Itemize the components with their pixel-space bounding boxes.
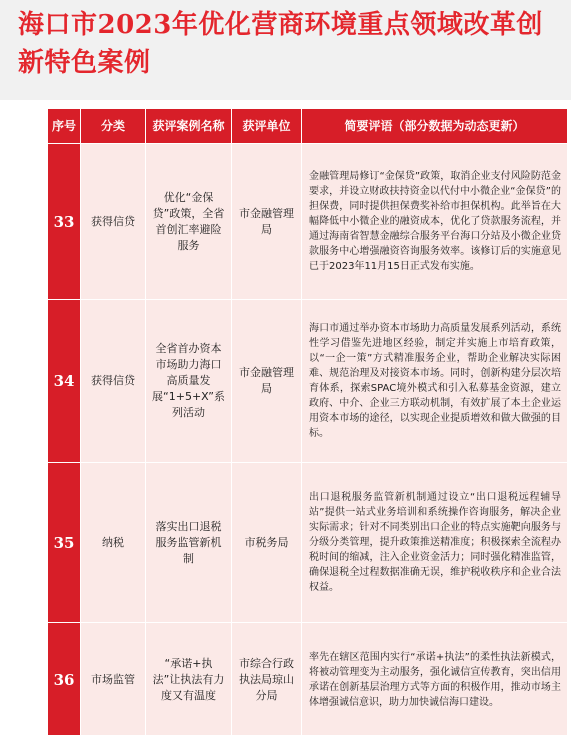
row-number: 35 — [48, 463, 81, 623]
row-number: 36 — [48, 623, 81, 735]
header-number: 序号 — [48, 109, 81, 144]
table-header-row — [48, 109, 568, 144]
row-case-name: “承诺+执法”让执法有力度又有温度 — [146, 623, 232, 735]
header-category: 分类 — [81, 109, 146, 144]
case-table-container — [47, 108, 567, 735]
row-category: 纳税 — [81, 463, 146, 623]
row-number: 33 — [48, 144, 81, 300]
table-row — [48, 623, 568, 735]
table-row — [48, 463, 568, 623]
row-number: 34 — [48, 300, 81, 463]
row-unit: 市金融管理局 — [232, 144, 302, 300]
row-case-name: 全省首办资本市场助力海口高质量发展“1+5+X”系列活动 — [146, 300, 232, 463]
page-title: 海口市2023年优化营商环境重点领域改革创新特色案例 — [18, 10, 543, 78]
row-unit: 市金融管理局 — [232, 300, 302, 463]
row-comment: 金融管理局修订“金保贷”政策，取消企业支付风险防范金要求，并设立财政扶持资金以代付中小微企业“金保贷”的担保费，同时提供担保费奖补给市担保机构。此举旨在大幅降低中小微企业的融资成本，优化了贷款服务流程，并通过海南省智慧金融综合服务平台海口分站及小微企业贷款服务中心增强融资咨询服务效率。该修订后的实施意见已于2023年11月15日正式发布实施。 — [302, 144, 568, 300]
row-comment: 率先在辖区范围内实行“承诺+执法”的柔性执法新模式，将被动管理变为主动服务，强化诚信宣传教育，突出信用承诺在创新基层治理方式等方面的积极作用，推动市场主体增强诚信意识，助力加快诚信海口建设。 — [302, 623, 568, 735]
table-row — [48, 144, 568, 300]
row-comment: 海口市通过举办资本市场助力高质量发展系列活动，系统性学习借鉴先进地区经验，制定并实施上市培育政策，以“一企一策”方式精准服务企业，帮助企业解决实际困难、规范治理及对接资本市场。同时，创新构建分层次培育体系，探索SPAC境外模式和引入私募基金资源，建立政府、中介、企业三方联动机制，有效扩展了本土企业运用资本市场的途径，以实现企业提质增效和做大做强的目标。 — [302, 300, 568, 463]
row-category: 获得信贷 — [81, 300, 146, 463]
case-table — [47, 108, 567, 735]
table-row — [48, 300, 568, 463]
row-category: 市场监管 — [81, 623, 146, 735]
header-unit: 获评单位 — [232, 109, 302, 144]
row-comment: 出口退税服务监管新机制通过设立“出口退税远程辅导站”提供一站式业务培训和系统操作咨询服务，解决企业实际需求；针对不同类别出口企业的特点实施靶向服务与分级分类管理，提升政策推送精准度；积极探索全流程办税时间的缩减，注入企业资金活力；同时强化精准监管，确保退税全过程数据准确无误，维护税收秩序和企业合法权益。 — [302, 463, 568, 623]
row-case-name: 优化“金保贷”政策，全省首创汇率避险服务 — [146, 144, 232, 300]
row-category: 获得信贷 — [81, 144, 146, 300]
header-case-name: 获评案例名称 — [146, 109, 232, 144]
row-unit: 市综合行政执法局琼山分局 — [232, 623, 302, 735]
row-unit: 市税务局 — [232, 463, 302, 623]
row-case-name: 落实出口退税服务监管新机制 — [146, 463, 232, 623]
header-comment: 简要评语（部分数据为动态更新） — [302, 109, 568, 144]
